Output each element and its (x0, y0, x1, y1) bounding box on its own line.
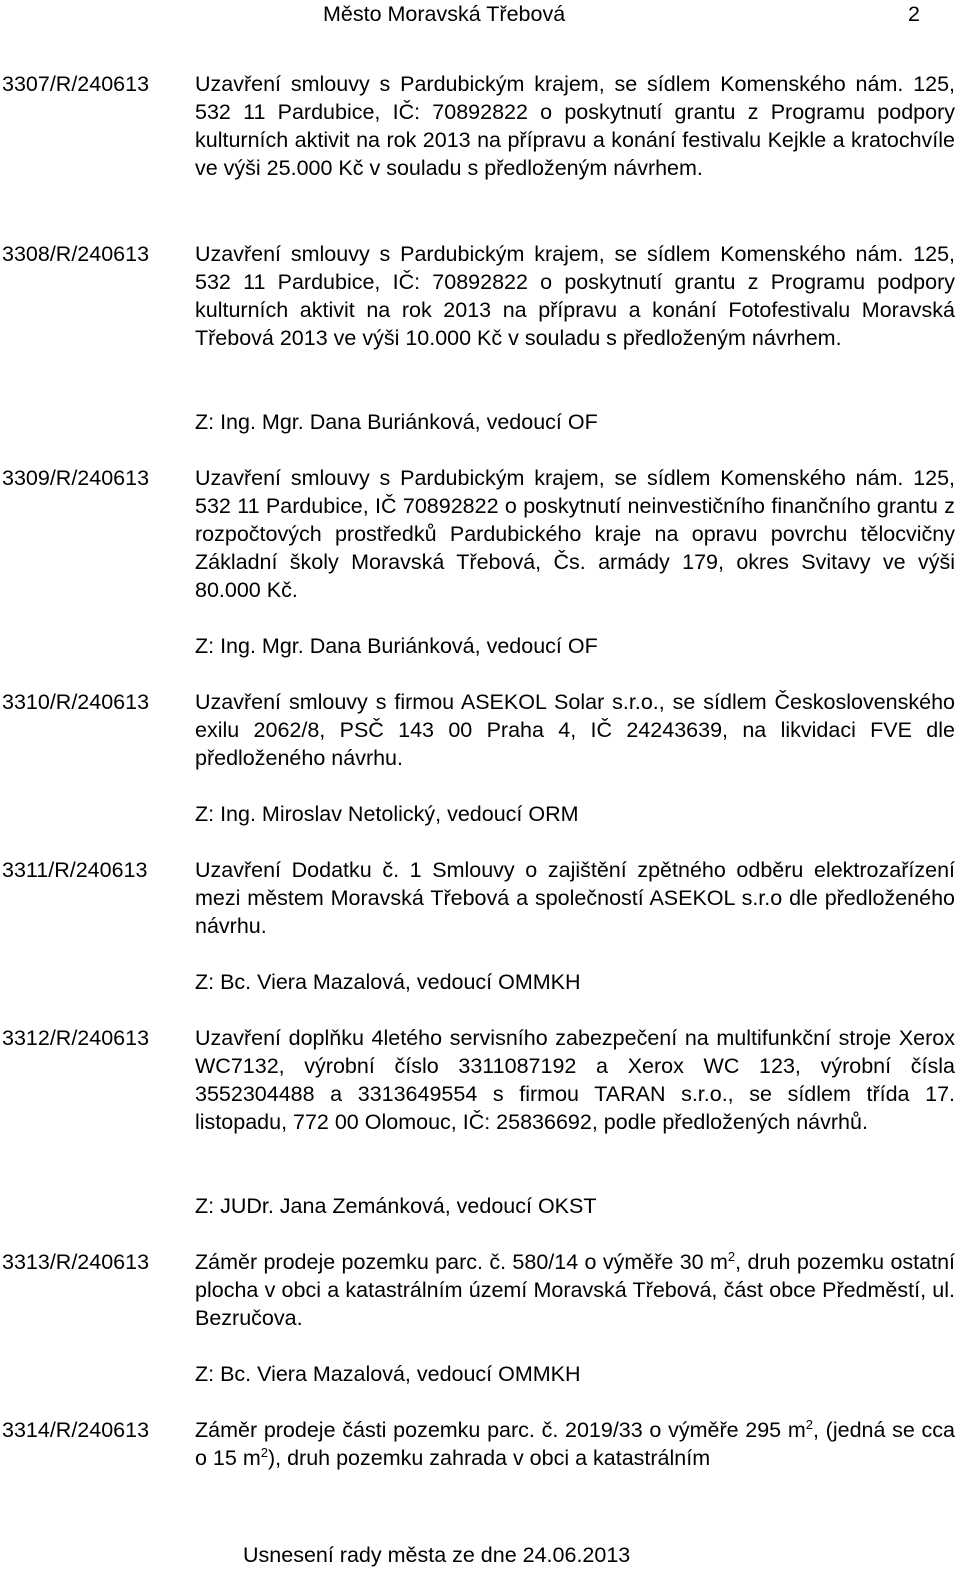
responsible-person: Z: Ing. Mgr. Dana Buriánková, vedoucí OF (195, 634, 598, 658)
text-part: Záměr prodeje pozemku parc. č. 580/14 o výměře 30 m (195, 1250, 728, 1274)
resolution-number: 3307/R/240613 (2, 72, 150, 96)
resolution-number: 3314/R/240613 (2, 1418, 150, 1442)
responsible-person: Z: Bc. Viera Mazalová, vedoucí OMMKH (195, 970, 581, 994)
text-part: , druh pozemku ostatní plocha v obci a katastrálním území Moravská Třebová, část obce Předměstí, ul. Bezručova. (195, 1250, 955, 1330)
text-part: Záměr prodeje části pozemku parc. č. 2019/33 o výměře 295 m (195, 1418, 806, 1442)
text-part: , (jedná se cca o 15 m (195, 1418, 956, 1470)
superscript: 2 (805, 1416, 813, 1432)
resolution-number: 3312/R/240613 (2, 1026, 150, 1050)
resolution-text (195, 1416, 955, 1472)
resolution-text: Uzavření smlouvy s Pardubickým krajem, se sídlem Komenského nám. 125, 532 11 Pardubice, IČ 70892822 o poskytnutí neinvestičního finančního grantu z rozpočtových prostředků Pardubického kraje na opravu povrchu tělocvičny Základní školy Moravská Třebová, Čs. armády 179, okres Svitavy ve výši 80.000 Kč. (195, 466, 955, 602)
text-part: ), druh pozemku zahrada v obci a katastrálním (267, 1446, 711, 1470)
resolution-text: Uzavření smlouvy s Pardubickým krajem, se sídlem Komenského nám. 125, 532 11 Pardubice, IČ: 70892822 o poskytnutí grantu z Programu podpory kulturních aktivit na rok 2013 na přípravu a konání Fotofestivalu Moravská Třebová 2013 ve výši 10.000 Kč v souladu s předloženým návrhem. (195, 242, 955, 350)
header-title: Město Moravská Třebová (323, 2, 566, 26)
resolution-number: 3313/R/240613 (2, 1250, 150, 1274)
resolution-number: 3310/R/240613 (2, 690, 150, 714)
resolution-number: 3309/R/240613 (2, 466, 150, 490)
resolution-text: Uzavření smlouvy s firmou ASEKOL Solar s.r.o., se sídlem Československého exilu 2062/8, PSČ 143 00 Praha 4, IČ 24243639, na likvidaci FVE dle předloženého návrhu. (195, 690, 955, 770)
resolution-number: 3311/R/240613 (2, 858, 148, 882)
superscript: 2 (260, 1444, 268, 1460)
resolution-number: 3308/R/240613 (2, 242, 150, 266)
page-number: 2 (908, 2, 920, 26)
resolution-text: Uzavření smlouvy s Pardubickým krajem, se sídlem Komenského nám. 125, 532 11 Pardubice, IČ: 70892822 o poskytnutí grantu z Programu podpory kulturních aktivit na rok 2013 na přípravu a konání festivalu Kejkle a kratochvíle ve výši 25.000 Kč v souladu s předloženým návrhem. (195, 72, 955, 180)
superscript: 2 (727, 1248, 736, 1264)
responsible-person: Z: JUDr. Jana Zemánková, vedoucí OKST (195, 1194, 597, 1218)
responsible-person: Z: Ing. Miroslav Netolický, vedoucí ORM (195, 802, 579, 826)
page-footer: Usnesení rady města ze dne 24.06.2013 (243, 1543, 631, 1567)
resolution-text: Uzavření Dodatku č. 1 Smlouvy o zajištění zpětného odběru elektrozařízení mezi městem Moravská Třebová a společností ASEKOL s.r.o dle předloženého návrhu. (195, 858, 955, 938)
page-header (0, 0, 960, 28)
responsible-person: Z: Ing. Mgr. Dana Buriánková, vedoucí OF (195, 410, 598, 434)
resolution-text: Uzavření doplňku 4letého servisního zabezpečení na multifunkční stroje Xerox WC7132, výrobní číslo 3311087192 a Xerox WC 123, výrobní čísla 3552304488 a 3313649554 s firmou TARAN s.r.o., se sídlem třída 17. listopadu, 772 00 Olomouc, IČ: 25836692, podle předložených návrhů. (195, 1026, 955, 1134)
resolution-text (195, 1248, 955, 1332)
responsible-person: Z: Bc. Viera Mazalová, vedoucí OMMKH (195, 1362, 581, 1386)
